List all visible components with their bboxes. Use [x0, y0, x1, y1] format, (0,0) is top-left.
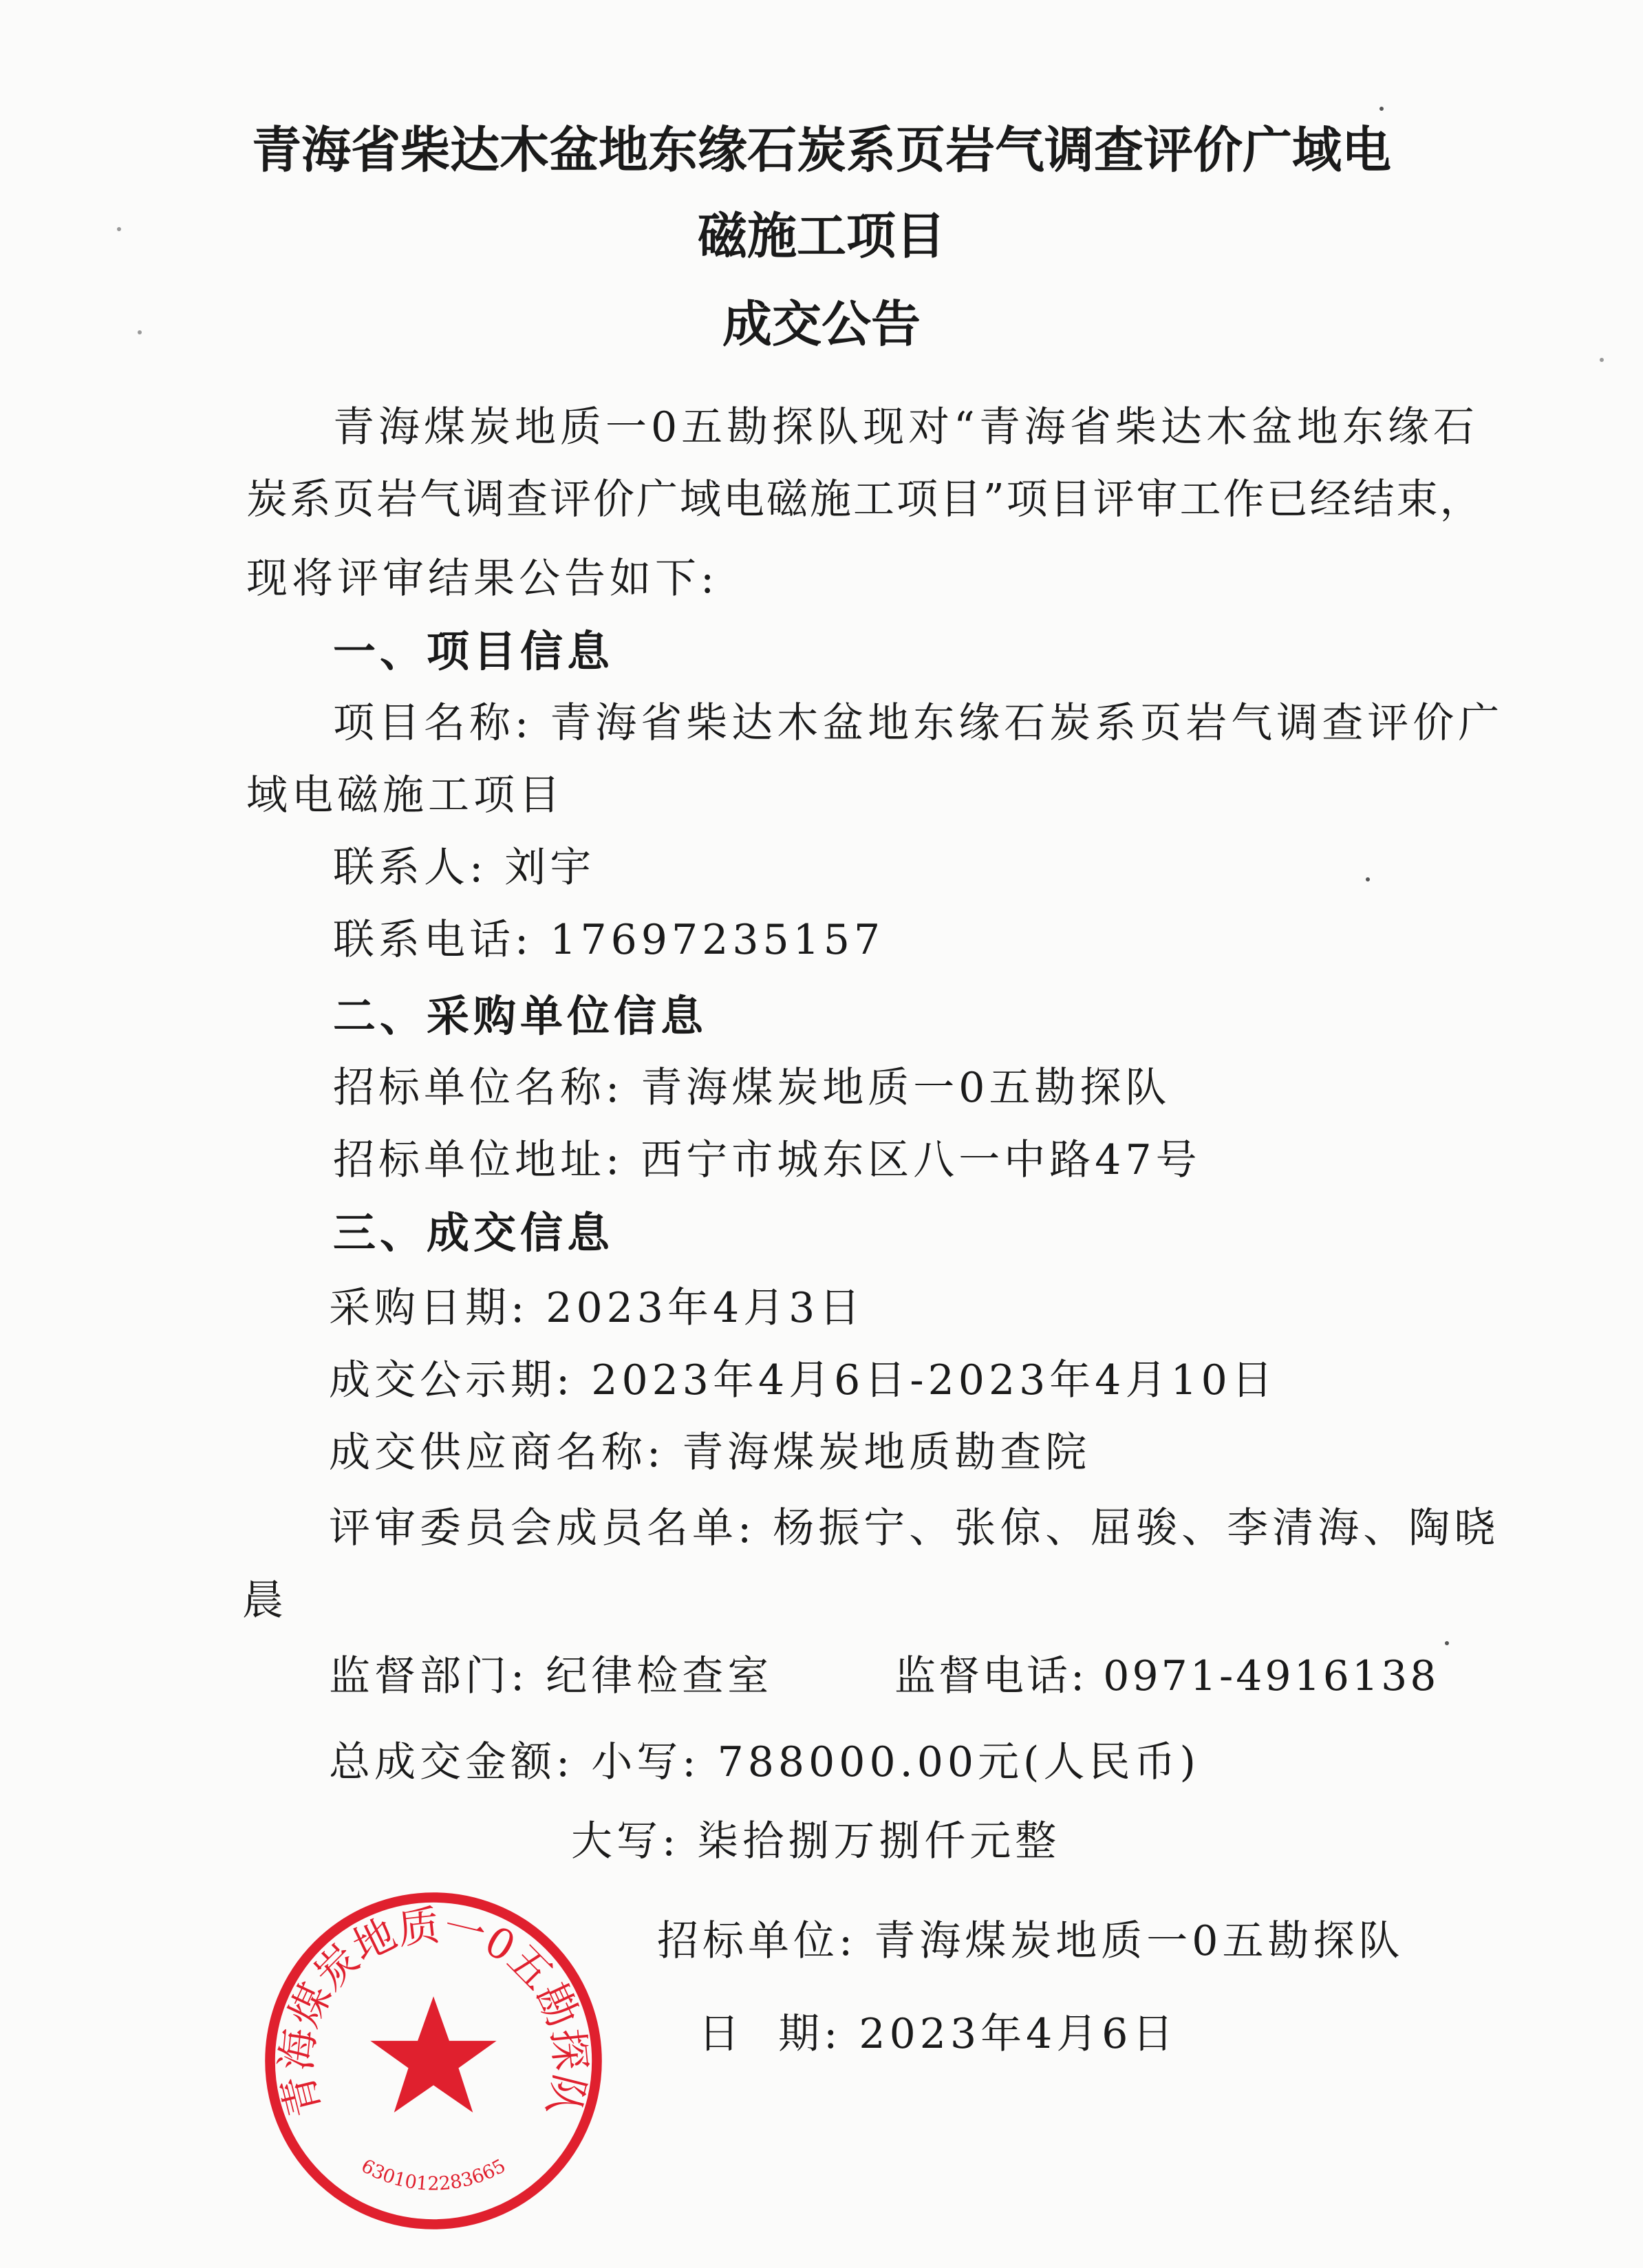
- unit-name: 招标单位名称: 青海煤炭地质一0五勘探队: [333, 1064, 1171, 1112]
- contact-phone: 联系电话: 17697235157: [333, 916, 885, 964]
- supplier-name: 成交供应商名称: 青海煤炭地质勘查院: [329, 1429, 1091, 1477]
- supervisor-phone: 监督电话: 0971-4916138: [894, 1652, 1439, 1700]
- seal-star-icon: [370, 1996, 496, 2112]
- section3-heading: 三、成交信息: [333, 1208, 614, 1258]
- seal-code: 6301012283665: [357, 2155, 510, 2195]
- scan-speck: [1379, 107, 1384, 111]
- project-name-line2: 域电磁施工项目: [246, 771, 564, 820]
- official-seal: [261, 1889, 605, 2233]
- amount-small: 总成交金额: 小写: 788000.00元(人民币): [329, 1738, 1200, 1786]
- signature-date: 日 期: 2023年4月6日: [698, 2010, 1178, 2058]
- scan-speck: [1600, 358, 1604, 362]
- scan-speck: [138, 330, 142, 334]
- section2-heading: 二、采购单位信息: [333, 991, 708, 1041]
- section1-heading: 一、项目信息: [333, 626, 614, 676]
- doc-title-line1: 青海省柴达木盆地东缘石炭系页岩气调查评价广域电: [251, 121, 1391, 179]
- scan-speck: [1445, 1641, 1449, 1645]
- committee-line2: 晨: [242, 1576, 288, 1625]
- purchase-date: 采购日期: 2023年4月3日: [329, 1284, 865, 1332]
- publicity-period: 成交公示期: 2023年4月6日-2023年4月10日: [329, 1356, 1277, 1404]
- intro-line1: 青海煤炭地质一0五勘探队现对“青海省柴达木盆地东缘石: [333, 403, 1479, 451]
- scan-speck: [1366, 877, 1370, 881]
- unit-address: 招标单位地址: 西宁市城东区八一中路47号: [333, 1136, 1201, 1184]
- intro-line3: 现将评审结果公告如下:: [246, 555, 719, 603]
- scan-speck: [117, 227, 121, 231]
- seal-text: 青海煤炭地质一0五勘探队: [272, 1901, 594, 2122]
- intro-line2: 炭系页岩气调查评价广域电磁施工项目”项目评审工作已经结束，: [246, 475, 1483, 524]
- supervisor-dept: 监督部门: 纪律检查室: [329, 1652, 773, 1700]
- signature-unit: 招标单位: 青海煤炭地质一0五勘探队: [657, 1917, 1404, 1965]
- contact-person: 联系人: 刘宇: [333, 844, 596, 892]
- doc-title-line3: 成交公告: [722, 295, 921, 353]
- project-name-line1: 项目名称: 青海省柴达木盆地东缘石炭系页岩气调查评价广: [333, 699, 1504, 747]
- amount-capital: 大写: 柒拾捌万捌仟元整: [571, 1817, 1061, 1865]
- doc-title-line2: 磁施工项目: [697, 207, 945, 265]
- committee-line1: 评审委员会成员名单: 杨振宁、张倞、屈骏、李清海、陶晓: [329, 1504, 1500, 1552]
